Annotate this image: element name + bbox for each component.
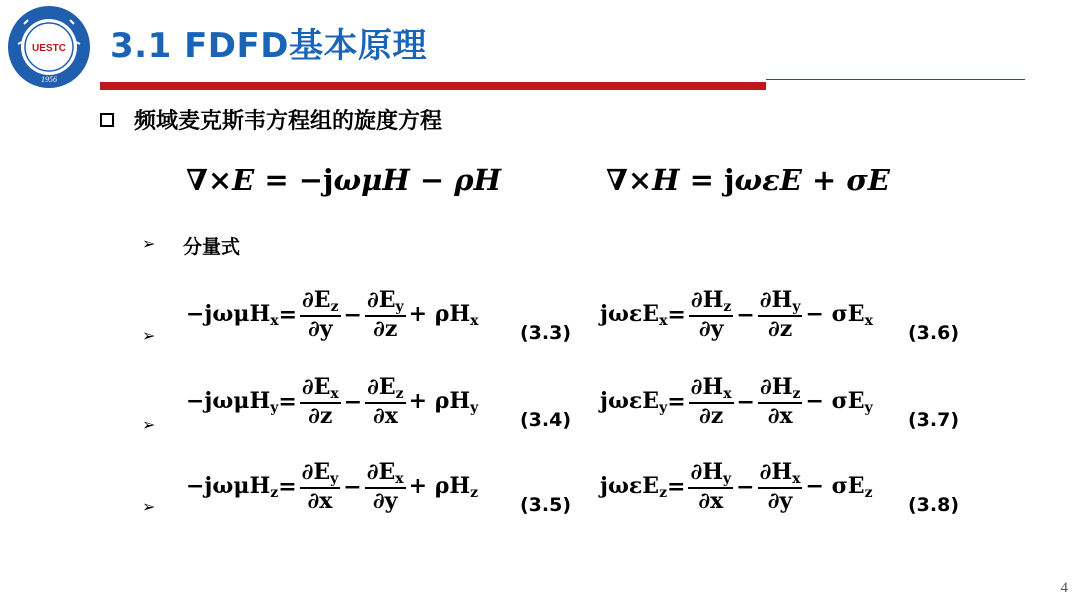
fraction-numerator xyxy=(300,375,341,404)
equation-lhs: −jωμH$_x$ xyxy=(186,301,279,330)
equation-tail: + $\rho H_y$ xyxy=(408,388,479,417)
equation-number: (3.4) xyxy=(520,409,572,431)
title-rule-thick xyxy=(100,82,766,90)
equation-number: (3.7) xyxy=(908,409,960,431)
fraction-denominator: ∂x xyxy=(372,403,398,430)
partial-fraction xyxy=(365,288,406,342)
equation-tail: − $\sigma E_x$ xyxy=(805,301,873,330)
left-component-equation xyxy=(186,375,478,429)
equation-lhs: −jωμH$_y$ xyxy=(186,388,279,417)
numerator-text: $\partial E_y$ xyxy=(301,459,339,487)
fraction-denominator: ∂z xyxy=(308,403,333,430)
numerator-text: $\partial E_x$ xyxy=(366,459,404,487)
minus-sign: − xyxy=(736,389,755,416)
fraction-numerator xyxy=(300,460,341,489)
equation-tail: − $\sigma E_z$ xyxy=(805,473,873,502)
numerator-text: $\partial E_y$ xyxy=(366,287,404,315)
numerator-text: $\partial H_y$ xyxy=(759,287,801,315)
partial-fraction xyxy=(300,460,341,514)
partial-fraction xyxy=(365,375,405,429)
equals-sign: = xyxy=(667,389,686,416)
equation-tail: + $\rho H_z$ xyxy=(408,473,479,502)
partial-fraction xyxy=(300,375,341,429)
partial-fraction xyxy=(300,288,340,342)
equation-lhs: jωεE$_y$ xyxy=(600,388,668,417)
left-component-equation xyxy=(186,288,479,342)
equation-lhs: jωεE$_x$ xyxy=(600,301,668,330)
numerator-text: $\partial H_z$ xyxy=(759,374,801,402)
equals-sign: = xyxy=(667,302,686,329)
title-rule-thin xyxy=(766,79,1025,80)
section-heading-text: 频域麦克斯韦方程组的旋度方程 xyxy=(134,109,443,134)
partial-fraction xyxy=(689,288,734,342)
fraction-denominator: ∂y xyxy=(308,316,333,343)
right-component-equation xyxy=(600,460,873,514)
right-component-equation xyxy=(600,288,873,342)
arrow-bullet-icon: ➢ xyxy=(142,234,156,253)
fraction-denominator: ∂z xyxy=(768,316,793,343)
right-component-equation xyxy=(600,375,873,429)
equation-lhs: −jωμH$_z$ xyxy=(186,473,279,502)
minus-sign: − xyxy=(343,389,363,416)
arrow-bullet-icon: ➢ xyxy=(142,415,156,434)
fraction-numerator xyxy=(689,375,734,404)
partial-fraction xyxy=(365,460,406,514)
minus-sign: − xyxy=(343,474,362,501)
numerator-text: $\partial E_z$ xyxy=(367,374,404,402)
fraction-denominator: ∂z xyxy=(698,403,724,430)
fraction-numerator xyxy=(689,288,734,317)
fraction-numerator xyxy=(300,288,340,317)
section-heading xyxy=(100,104,442,135)
equation-number: (3.6) xyxy=(908,322,960,344)
fraction-numerator xyxy=(365,288,406,317)
fraction-numerator xyxy=(365,460,406,489)
equals-sign: = xyxy=(667,474,686,501)
minus-sign: − xyxy=(343,302,362,329)
equation-tail: + $\rho H_x$ xyxy=(408,301,479,330)
arrow-bullet-icon: ➢ xyxy=(142,497,156,516)
minus-sign: − xyxy=(736,302,755,329)
partial-fraction xyxy=(758,460,803,514)
fraction-numerator xyxy=(758,375,803,404)
component-label: 分量式 xyxy=(183,236,241,258)
logo-year: 1956 xyxy=(41,75,57,84)
fraction-denominator: ∂x xyxy=(698,488,724,515)
fraction-denominator: ∂y xyxy=(372,488,398,515)
arrow-bullet-icon: ➢ xyxy=(142,326,156,345)
numerator-text: $\partial E_z$ xyxy=(302,287,339,315)
fraction-denominator: ∂x xyxy=(307,488,333,515)
curl-equation-e: ∇×E = −jωμH − ρH xyxy=(186,163,501,197)
fraction-denominator: ∂y xyxy=(698,316,724,343)
numerator-text: $\partial H_z$ xyxy=(690,287,732,315)
fraction-numerator xyxy=(365,375,405,404)
numerator-text: $\partial H_y$ xyxy=(690,459,732,487)
page-number: 4 xyxy=(1060,580,1068,596)
curl-equation-h: ∇×H = jωεE + σE xyxy=(606,163,890,197)
fraction-denominator: ∂z xyxy=(373,316,398,343)
partial-fraction xyxy=(688,460,733,514)
partial-fraction xyxy=(689,375,734,429)
left-component-equation xyxy=(186,460,478,514)
fraction-numerator xyxy=(688,460,733,489)
fraction-numerator xyxy=(758,288,803,317)
equation-tail: − $\sigma E_y$ xyxy=(805,388,873,417)
numerator-text: $\partial H_x$ xyxy=(759,459,801,487)
logo-text: UESTC xyxy=(32,43,66,54)
partial-fraction xyxy=(758,288,803,342)
equation-lhs: jωεE$_z$ xyxy=(600,473,668,502)
fraction-numerator xyxy=(758,460,803,489)
partial-fraction xyxy=(758,375,803,429)
equals-sign: = xyxy=(278,389,297,416)
numerator-text: $\partial E_x$ xyxy=(301,374,339,402)
page-title: 3.1 FDFD基本原理 xyxy=(110,26,427,66)
minus-sign: − xyxy=(736,474,755,501)
fraction-denominator: ∂y xyxy=(767,488,793,515)
equals-sign: = xyxy=(278,302,298,329)
equals-sign: = xyxy=(278,474,297,501)
equation-number: (3.8) xyxy=(908,494,960,516)
numerator-text: $\partial H_x$ xyxy=(690,374,732,402)
uestc-logo xyxy=(6,4,92,90)
equation-number: (3.5) xyxy=(520,494,572,516)
fraction-denominator: ∂x xyxy=(767,403,793,430)
equation-number: (3.3) xyxy=(520,322,572,344)
square-bullet-icon xyxy=(100,113,114,127)
